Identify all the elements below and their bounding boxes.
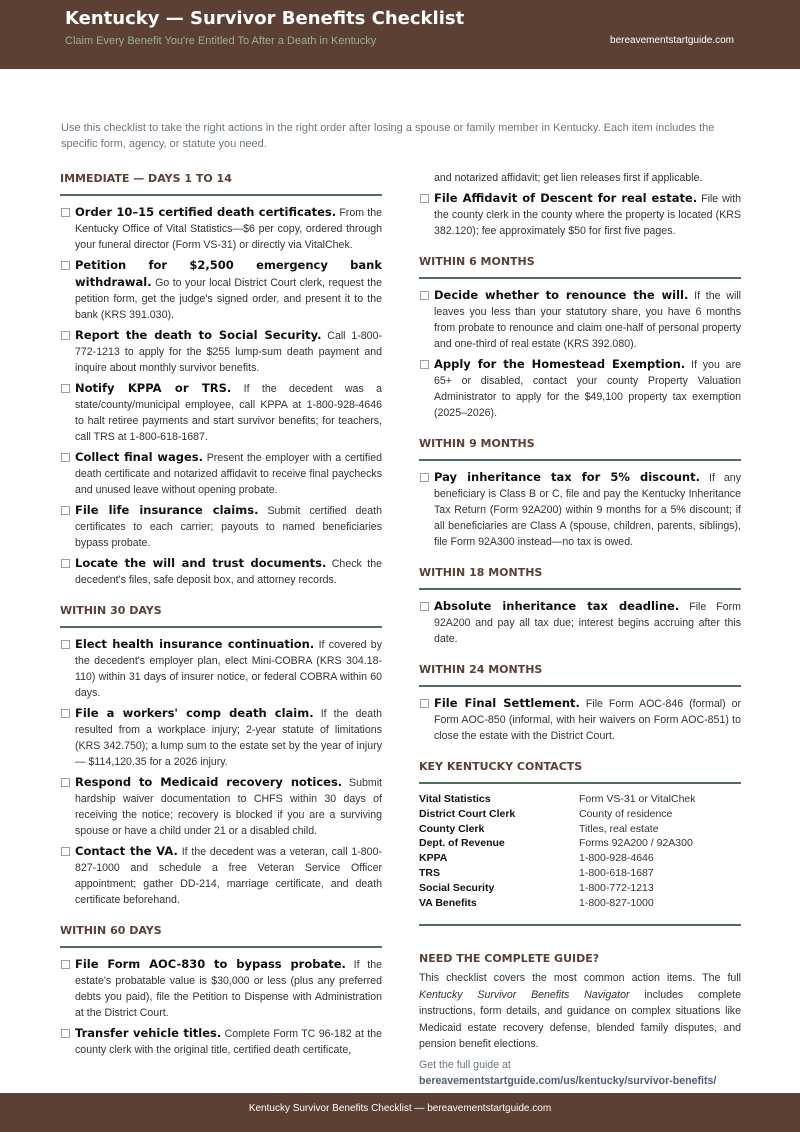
checkbox-icon[interactable] [61, 331, 70, 340]
checklist-item: File Form AOC-830 to bypass probate. If the estate's probatable value is $30,000 or less (plus any preferred debts you paid), file the Petition to Dispense with Administration at the District Court. [60, 956, 382, 1021]
checkbox-icon[interactable] [61, 640, 70, 649]
right-column [419, 170, 741, 1089]
checklist-item: Absolute inheritance tax deadline. File Form 92A200 and pay all tax due; interest begins accruing after this date. [419, 598, 741, 647]
guide-heading: NEED THE COMPLETE GUIDE? [419, 952, 600, 966]
checkbox-icon[interactable] [61, 778, 70, 787]
checklist-item: Respond to Medicaid recovery notices. Submit hardship waiver documentation to CHFS within 30 days of receiving the notice; recovery is blocked if you are a surviving spouse or have a child under 21 or a disabled child. [60, 774, 382, 839]
guide-get-label: Get the full guide at [419, 1058, 511, 1071]
header-site-link[interactable]: bereavementstartguide.com [610, 35, 734, 46]
contact-row: Social Security 1-800-772-1213 [419, 881, 654, 894]
section-60-days-items [60, 956, 382, 1058]
intro-text: Use this checklist to take the right actions in the right order after losing a spouse or family member in Kentucky. Each item includes the specific form, agency, or statute you need. [61, 122, 715, 150]
checkbox-icon[interactable] [61, 261, 70, 270]
page-title: Kentucky — Survivor Benefits Checklist [65, 8, 465, 29]
checklist-item: Apply for the Homestead Exemption. If you are 65+ or disabled, contact your county Property Valuation Administrator to apply for the $49,100 property tax exemption (2025–2026). [419, 356, 741, 421]
checkbox-icon[interactable] [61, 709, 70, 718]
contact-row: Vital Statistics Form VS-31 or VitalChek [419, 793, 696, 805]
checkbox-icon[interactable] [420, 699, 429, 708]
checkbox-icon[interactable] [61, 384, 70, 393]
checklist-item: Petition for $2,500 emergency bank withdrawal. Go to your local District Court clerk, request the petition form, get the judge's signed order, and present it to the bank (KRS 391.030). [60, 257, 382, 323]
checklist-item: File life insurance claims. Submit certified death certificates to each carrier; payouts to named beneficiaries bypass probate. [60, 502, 382, 551]
contact-row: County Clerk Titles, real estate [419, 822, 659, 835]
checkbox-icon[interactable] [420, 291, 429, 300]
section-heading-6-months: WITHIN 6 MONTHS [419, 253, 741, 279]
checklist-item: Report the death to Social Security. Call 1-800-772-1213 to apply for the $255 lump-sum death payment and inquire about monthly survivor benefits. [60, 327, 382, 376]
section-heading-9-months: WITHIN 9 MONTHS [419, 435, 741, 461]
contact-row: VA Benefits 1-800-827-1000 [419, 896, 654, 909]
left-column [60, 170, 382, 1062]
contact-row: Dept. of Revenue Forms 92A200 / 92A300 [419, 837, 693, 850]
checkbox-icon[interactable] [61, 559, 70, 568]
guide-text: This checklist covers the most common action items. The full Kentucky Survivor Benefits Navigator includes complete instructions, form details, and guidance on complex situations like Medicaid estate recovery defense, blended family disputes, and pension benefit elections. [419, 972, 741, 1051]
checkbox-icon[interactable] [61, 847, 70, 856]
checklist-item: Transfer vehicle titles. Complete Form TC 96-182 at the county clerk with the original title, certified death certificate, [60, 1025, 382, 1058]
checklist-item: Collect final wages. Present the employer with a certified death certificate and notarized affidavit to receive final paychecks and unused leave without opening probate. [60, 449, 382, 498]
guide-link[interactable]: bereavementstartguide.com/us/kentucky/survivor-benefits/ [419, 1074, 717, 1087]
header-banner [0, 0, 800, 69]
checkbox-icon[interactable] [61, 1029, 70, 1038]
contact-row: TRS 1-800-618-1687 [419, 866, 654, 879]
checklist-item: Decide whether to renounce the will. If the will leaves you less than your statutory share, you have 6 months from probate to renounce and claim one-half of personal property and one-third of real estate (KRS 392.080). [419, 287, 741, 352]
checklist-item: File Final Settlement. File Form AOC-846 (formal) or Form AOC-850 (informal, with heir waivers on Form AOC-851) to close the estate with the District Court. [419, 695, 741, 744]
checkbox-icon[interactable] [420, 194, 429, 203]
footer-bar: Kentucky Survivor Benefits Checklist — bereavementstartguide.com [0, 1093, 800, 1132]
checkbox-icon[interactable] [420, 360, 429, 369]
section-heading-18-months: WITHIN 18 MONTHS [419, 564, 741, 590]
page-subtitle: Claim Every Benefit You're Entitled To After a Death in Kentucky [65, 35, 377, 47]
section-heading-contacts: KEY KENTUCKY CONTACTS [419, 758, 741, 784]
checkbox-icon[interactable] [61, 960, 70, 969]
checkbox-icon[interactable] [61, 453, 70, 462]
checkbox-icon[interactable] [420, 602, 429, 611]
section-heading-immediate: IMMEDIATE — DAYS 1 TO 14 [60, 170, 382, 196]
checkbox-icon[interactable] [420, 473, 429, 482]
contact-row: KPPA 1-800-928-4646 [419, 852, 654, 865]
checklist-item: Contact the VA. If the decedent was a veteran, call 1-800-827-1000 and schedule a free Veteran Service Officer appointment; gather DD-214, marriage certificate, and death certificate beforehand. [60, 843, 382, 908]
checklist-item: Elect health insurance continuation. If covered by the decedent's employer plan, elect Mini-COBRA (KRS 304.18-110) within 31 days of insurer notice, or federal COBRA within 60 days. [60, 636, 382, 701]
contact-row: District Court Clerk County of residence [419, 807, 673, 820]
checklist-item: File a workers' comp death claim. If the death resulted from a workplace injury; 2-year statute of limitations (KRS 342.750); a lump sum to the estate set by the year of injury — $114,120.35 for a 2026 injury. [60, 705, 382, 770]
section-heading-60-days: WITHIN 60 DAYS [60, 922, 382, 948]
checklist-item: File Affidavit of Descent for real estate. File with the county clerk in the county where the property is located (KRS 382.120); fee approximately $50 for first five pages. [419, 190, 741, 239]
checklist-item-continuation: and notarized affidavit; get lien releases first if applicable. [434, 172, 703, 184]
checklist-item: Notify KPPA or TRS. If the decedent was a state/county/municipal employee, call KPPA at 1-800-928-4646 to halt retiree payments and start survivor benefits; for teachers, call TRS at 1-800-618-1687. [60, 380, 382, 445]
checkbox-icon[interactable] [61, 506, 70, 515]
checklist-item: Pay inheritance tax for 5% discount. If any beneficiary is Class B or C, file and pay the Kentucky Inheritance Tax Return (Form 92A200) within 9 months for a 5% discount; if all beneficiaries are Class A (spouse, children, parents, siblings), file Form 92A300 instead—no tax is owed. [419, 469, 741, 550]
section-immediate-items [60, 204, 382, 588]
section-30-days-items [60, 636, 382, 908]
section-heading-24-months: WITHIN 24 MONTHS [419, 661, 741, 687]
checkbox-icon[interactable] [61, 208, 70, 217]
section-heading-30-days: WITHIN 30 DAYS [60, 602, 382, 628]
checklist-item: Locate the will and trust documents. Check the decedent's files, safe deposit box, and attorney records. [60, 555, 382, 588]
contacts-table [419, 792, 741, 926]
checklist-item: Order 10–15 certified death certificates. From the Kentucky Office of Vital Statistics—$6 per copy, ordered through your funeral director (Form VS-31) or directly via VitalChek. [60, 204, 382, 253]
